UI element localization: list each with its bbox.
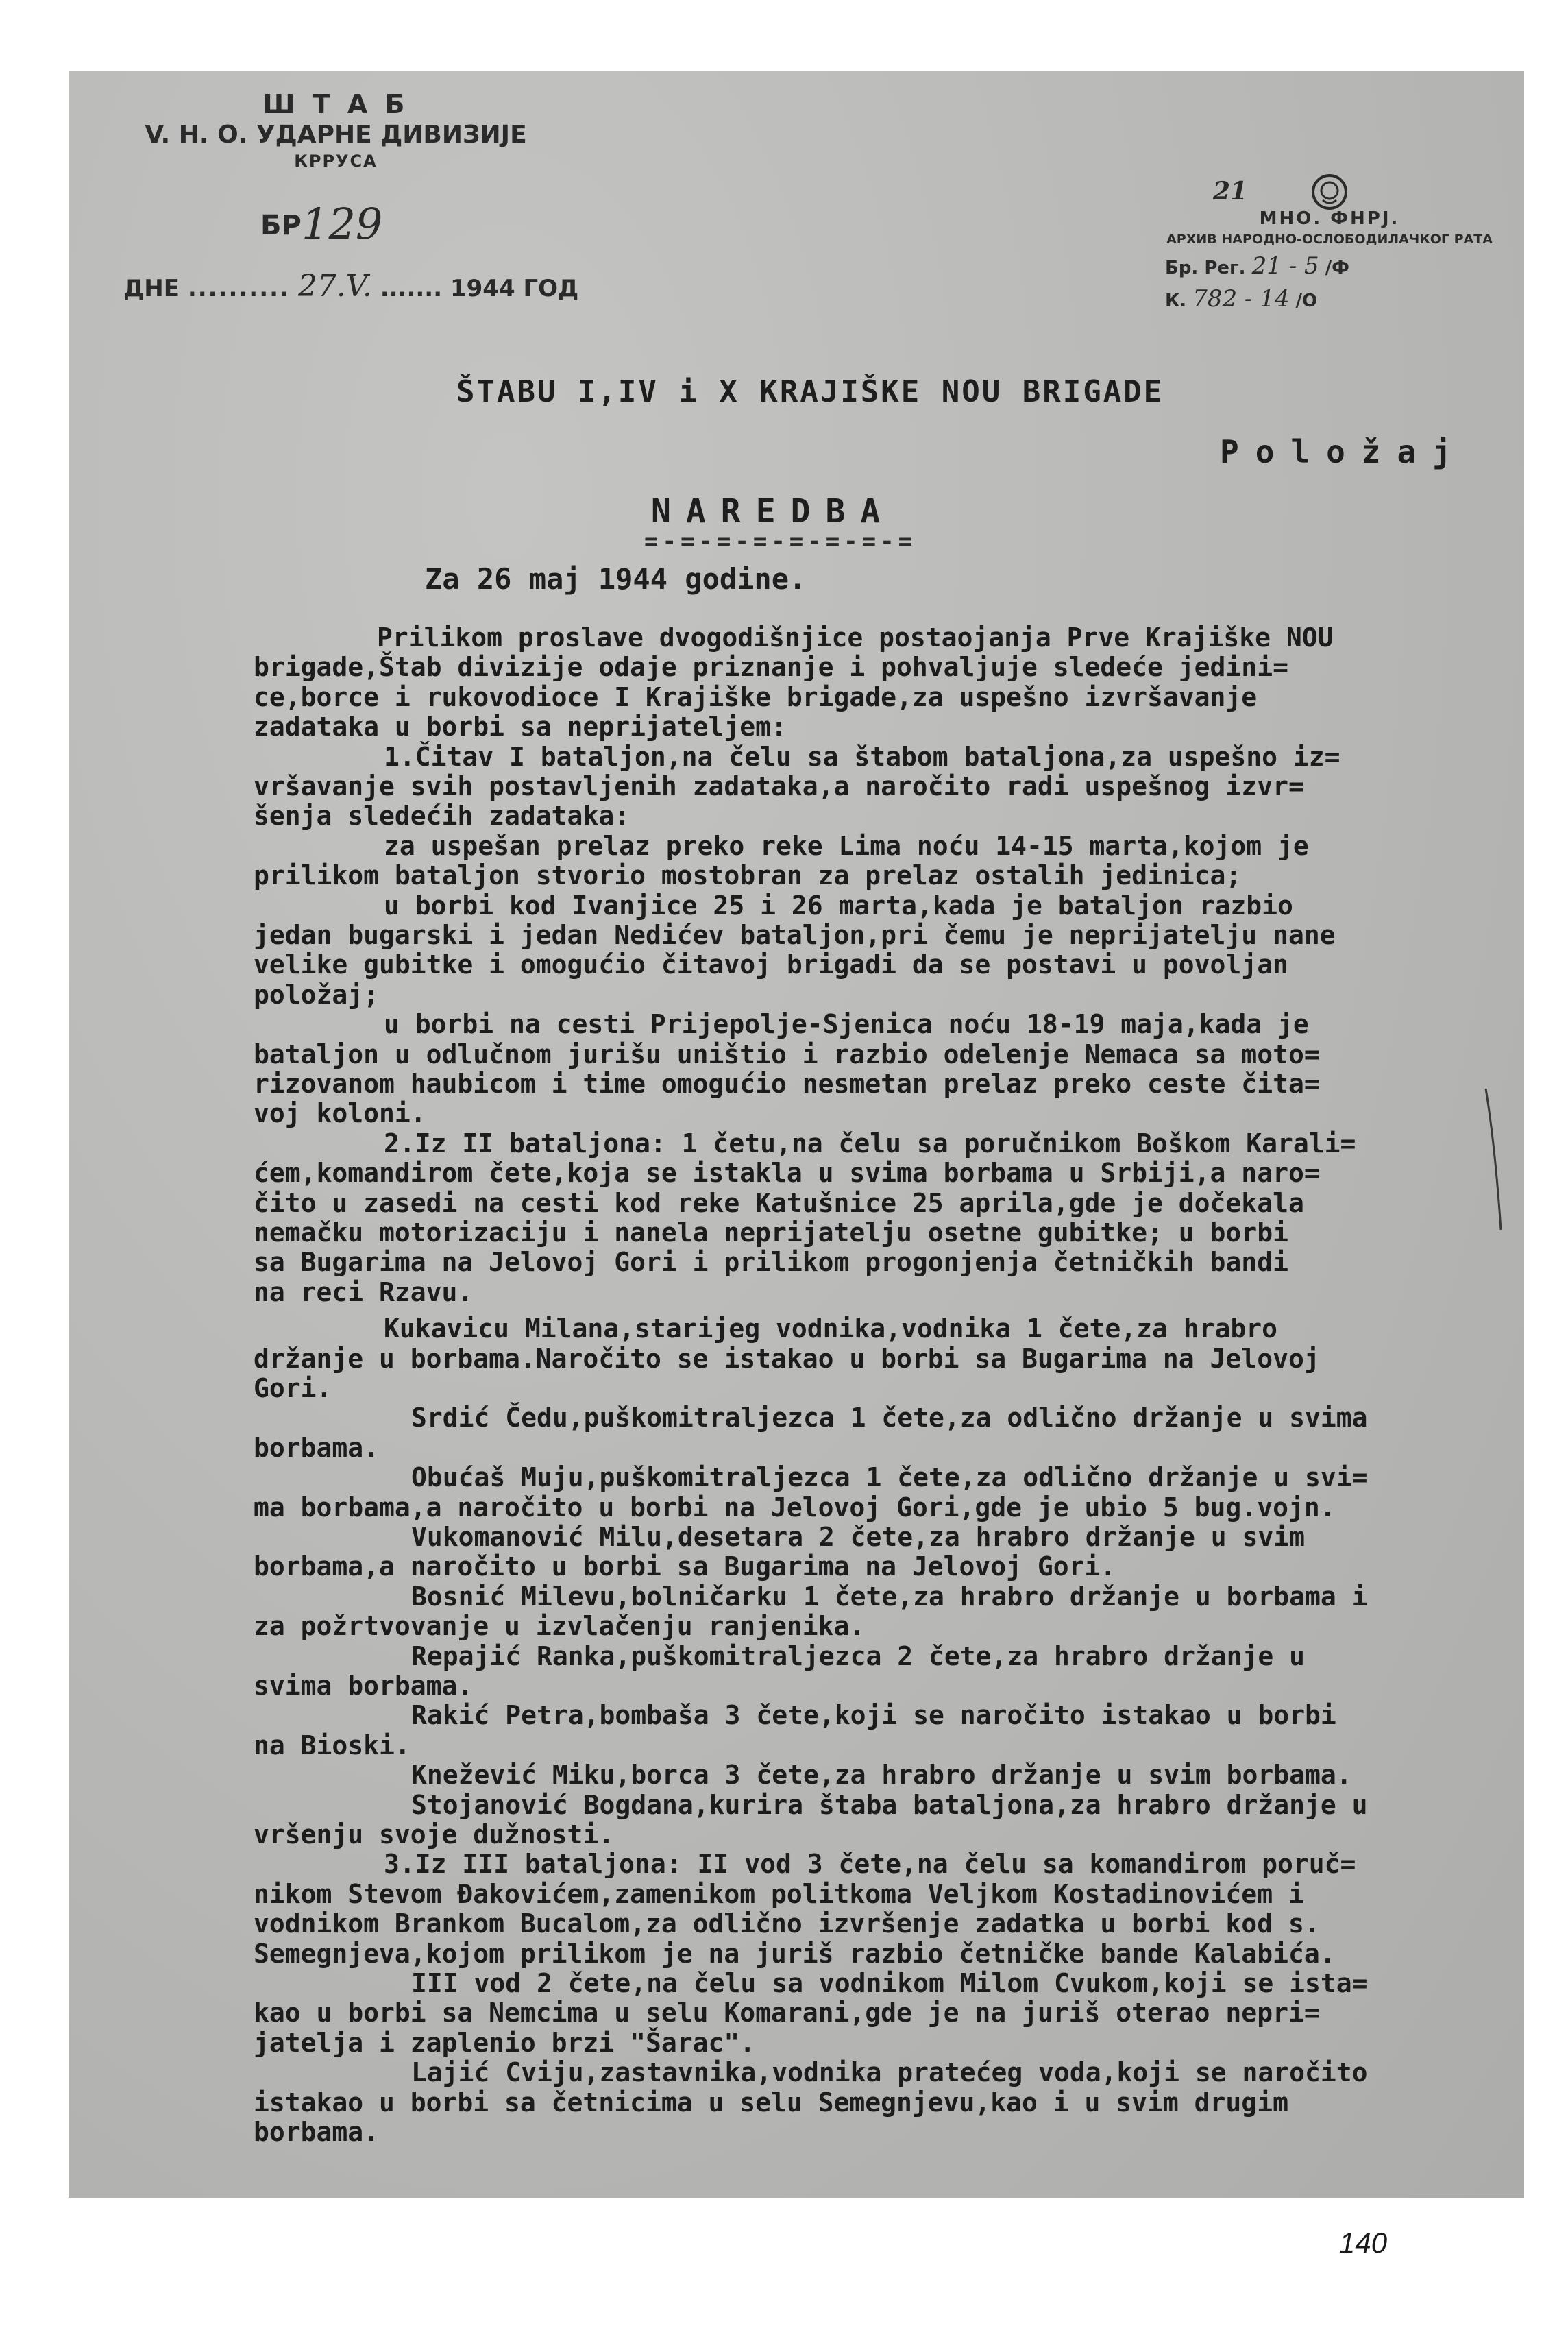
stamp-br-label: БР — [260, 210, 302, 241]
body-line: istakao u borbi sa četnicima u selu Semegnjevu,kao i u svim drugim — [254, 2087, 1288, 2118]
body-line: Obućaš Muju,puškomitraljezca 1 čete,za odlično držanje u svi= — [411, 1462, 1368, 1493]
body-line: Knežević Miku,borca 3 čete,za hrabro držanje u svim borbama. — [411, 1760, 1352, 1791]
body-line: za požrtvovanje u izvlačenju ranjenika. — [254, 1611, 866, 1642]
body-line: šenja sledećih zadataka: — [254, 801, 630, 832]
body-line: vršavanje svih postavljenih zadataka,a naročito radi uspešnog izvr= — [254, 771, 1304, 801]
body-line: Prilikom proslave dvogodišnjice postaojanja Prve Krajiške NOU — [377, 622, 1334, 653]
body-line: ma borbama,a naročito u borbi na Jelovoj Gori,gde je ubio 5 bug.vojn. — [254, 1492, 1336, 1523]
body-line: držanje u borbama.Naročito se istakao u borbi sa Bugarima na Jelovoj — [254, 1343, 1320, 1374]
body-line: Rakić Petra,bombaša 3 čete,koji se naročito istakao u borbi — [411, 1700, 1336, 1731]
emblem-icon — [1310, 173, 1349, 211]
body-line: ćem,komandirom čete,koja se istakla u svima borbama u Srbiji,a naro= — [254, 1158, 1320, 1189]
body-line: kao u borbi sa Nemcima u selu Komarani,gde je na juriš oterao nepri= — [254, 1998, 1320, 2028]
body-line: III vod 2 čete,na čelu sa vodnikom Milom Cvukom,koji se ista= — [411, 1968, 1368, 1998]
body-line: položaj; — [254, 979, 380, 1010]
addressee: ŠTABU I,IV i X KRAJIŠKE NOU BRIGADE — [456, 374, 1164, 409]
body-line: 2.Iz II bataljona: 1 četu,na čelu sa poručnikom Boškom Karali= — [384, 1128, 1356, 1159]
division-stamp — [110, 89, 579, 304]
archive-stamp — [1138, 177, 1521, 313]
archive-ministry: МНО. ФНРЈ. — [1259, 208, 1400, 229]
body-line: sa Bugarima na Jelovoj Gori i prilikom progonjenja četničkih bandi — [254, 1247, 1288, 1278]
body-line: na reci Rzavu. — [254, 1276, 474, 1307]
body-line: jatelja i zaplenio brzi "Šarac". — [254, 2027, 756, 2058]
body-line: Stojanović Bogdana,kurira štaba bataljona,za hrabro držanje u — [411, 1789, 1368, 1820]
archive-reg-value: 21 - 5 — [1251, 252, 1319, 280]
archive-k-label: К. — [1165, 291, 1187, 311]
order-date: Za 26 maj 1944 godine. — [425, 562, 807, 596]
body-line: vršenju svoje dužnosti. — [254, 1819, 615, 1850]
body-line: nemačku motorizaciju i nanela neprijatelju osetne gubitke; u borbi — [254, 1217, 1288, 1248]
body-line: voj koloni. — [254, 1098, 426, 1129]
body-line: borbama,a naročito u borbi sa Bugarima na Jelovoj Gori. — [254, 1551, 1116, 1582]
body-line: Vukomanović Milu,desetara 2 čete,za hrabro držanje u svim — [411, 1522, 1306, 1552]
body-line: za uspešan prelaz preko reke Lima noću 14-15 marta,kojom je — [384, 830, 1309, 861]
archive-k-suffix: /О — [1295, 291, 1318, 311]
body-line: Bosnić Milevu,bolničarku 1 čete,za hrabro držanje u borbama i — [411, 1581, 1368, 1612]
stamp-date-handwritten: 27.V. — [297, 269, 372, 304]
body-line: borbama. — [254, 1432, 380, 1463]
archive-number: 21 — [1213, 177, 1248, 206]
body-line: rizovanom haubicom i time omogućio nesmetan prelaz preko ceste čita= — [254, 1069, 1320, 1099]
archive-name: АРХИВ НАРОДНО-ОСЛОБОДИЛАЧКОГ РАТА — [1166, 232, 1493, 247]
scanned-document — [69, 71, 1524, 2198]
body-line: bataljon u odlučnom jurišu uništio i razbio odelenje Nemaca sa moto= — [254, 1039, 1320, 1069]
body-line: Gori. — [254, 1373, 332, 1403]
stamp-date-prefix: ДНЕ — [123, 275, 180, 302]
body-line: Lajić Cviju,zastavnika,vodnika pratećeg voda,koji se naročito — [411, 2057, 1368, 2088]
body-line: borbama. — [254, 2117, 380, 2147]
body-line: u borbi kod Ivanjice 25 i 26 marta,kada je bataljon razbio — [384, 890, 1293, 921]
body-line: Repajić Ranka,puškomitraljezca 2 čete,za hrabro držanje u — [411, 1640, 1306, 1671]
body-line: prilikom bataljon stvorio mostobran za prelaz ostalih jedinica; — [254, 860, 1242, 891]
archive-reg-suffix: /Ф — [1325, 258, 1349, 278]
stamp-br-number: 129 — [302, 199, 383, 249]
document-title: NAREDBA — [651, 492, 896, 531]
body-line: svima borbama. — [254, 1671, 474, 1701]
body-line: Kukavicu Milana,starijeg vodnika,vodnika 1 čete,za hrabro — [384, 1313, 1278, 1344]
body-line: u borbi na cesti Prijepolje-Sjenica noću 18-19 maja,kada je — [384, 1009, 1309, 1040]
stamp-date-suffix: 1944 ГОД — [450, 275, 579, 302]
body-line: čito u zasedi na cesti kod reke Katušnice 25 aprila,gde je dočekala — [254, 1187, 1304, 1218]
body-line: na Bioski. — [254, 1730, 411, 1760]
page-number: 140 — [1339, 2227, 1388, 2259]
archive-k-value: 782 - 14 — [1192, 285, 1290, 313]
body-line: velike gubitke i omogućio čitavoj brigadi da se postavi u povoljan — [254, 949, 1288, 980]
stamp-date: ДНЕ .......... 27.V. ....... 1944 ГОД — [123, 269, 579, 304]
body-line: brigade,Štab divizije odaje priznanje i pohvaljuje sledeće jedini= — [254, 652, 1288, 683]
stamp-unit-line: КРРУСА — [294, 152, 378, 171]
body-line: 3.Iz III bataljona: II vod 3 čete,na čelu sa komandirom poruč= — [384, 1849, 1356, 1880]
location: Položaj — [1220, 433, 1468, 470]
stamp-division-name: V. Н. О. УДАРНЕ ДИВИЗИЈЕ — [145, 121, 527, 149]
body-line: nikom Stevom Đakovićem,zamenikom politkoma Veljkom Kostadinovićem i — [254, 1878, 1304, 1909]
body-line: Srdić Čedu,puškomitraljezca 1 čete,za odlično držanje u svima — [411, 1403, 1368, 1433]
body-line: ce,borce i rukovodioce I Krajiške brigade,za uspešno izvršavanje — [254, 681, 1258, 712]
archive-reg-label: Бр. Рег. — [1165, 258, 1246, 278]
title-underline: =-=-=-=-=-=-=-= — [644, 528, 917, 555]
archive-k-line — [1165, 285, 1521, 313]
stamp-staff-label: Ш Т А Б — [262, 89, 409, 119]
body-line: vodnikom Brankom Bucalom,za odlično izvršenje zadatka u borbi kod s. — [254, 1908, 1320, 1939]
body-line: zadataka u borbi sa neprijateljem: — [254, 712, 787, 742]
archive-reg-line — [1165, 252, 1521, 280]
body-line: Semegnjeva,kojom prilikom je na juriš razbio četničke bande Kalabića. — [254, 1938, 1336, 1969]
body-line: jedan bugarski i jedan Nedićev bataljon,pri čemu je neprijatelju nane — [254, 920, 1336, 950]
margin-pencil-mark-icon — [1480, 1086, 1508, 1237]
body-line: 1.Čitav I bataljon,na čelu sa štabom bataljona,za uspešno iz= — [384, 741, 1340, 772]
